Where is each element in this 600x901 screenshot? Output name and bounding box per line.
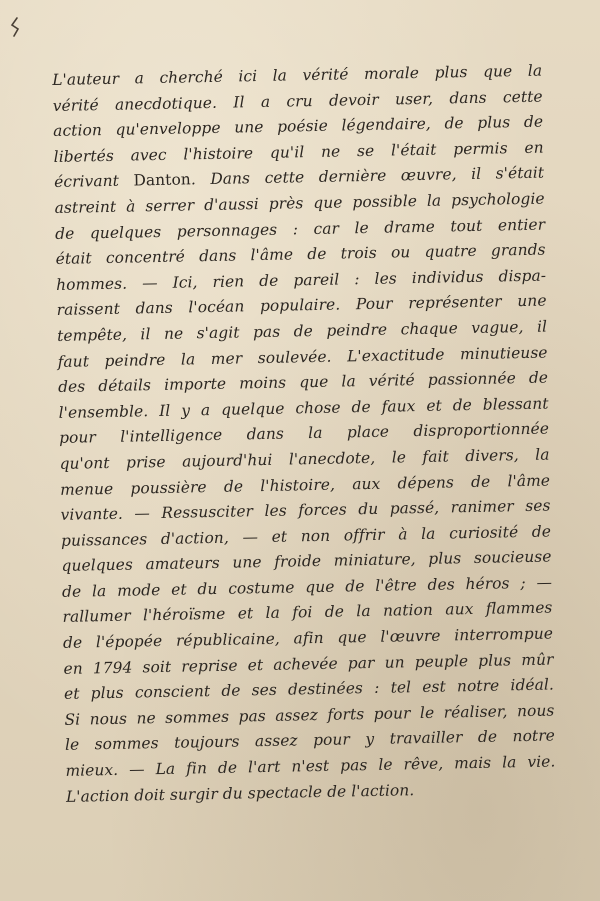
line-text: faut peindre la mer soulevée. L'exactitude minutieuse: [57, 343, 548, 371]
line-text: écrivant: [54, 171, 134, 192]
line-text: L'action doit surgir du spectacle de l'action.: [65, 780, 415, 806]
line-text: pour l'intelligence dans la place disproportionnée: [58, 419, 550, 448]
line-text: hommes. — Ici, rien de pareil : les individus dispa-: [55, 266, 547, 294]
line-text: raissent dans l'océan populaire. Pour représenter une: [56, 291, 547, 320]
line-text: . Dans cette dernière œuvre, il s'était: [190, 163, 545, 189]
line-text: puissances d'action, — et non offrir à la curiosité de: [60, 522, 552, 550]
line-text: libertés avec l'histoire qu'il ne se l'était permis en: [53, 138, 544, 166]
title-roman-text: Danton: [133, 170, 192, 190]
line-text: vivante. — Ressusciter les forces du passé, ranimer ses: [60, 496, 551, 525]
line-text: L'auteur a cherché ici la vérité morale plus que la: [52, 61, 543, 89]
line-text: et plus conscient de ses destinées : tel est notre idéal.: [63, 675, 555, 704]
line-text: était concentré dans l'âme de trois ou quatre grands: [55, 240, 546, 269]
line-text: qu'ont prise aujourd'hui l'anecdote, le fait divers, la: [59, 445, 550, 473]
line-text: vérité anecdotique. Il a cru devoir user, dans cette: [52, 87, 543, 115]
line-text: en 1794 soit reprise et achevée par un peuple plus mûr: [63, 650, 554, 678]
line-text: tempête, il ne s'agit pas de peindre chaque vague, il: [56, 317, 548, 345]
corner-mark-icon: [8, 16, 22, 38]
line-text: de l'épopée républicaine, afin que l'œuvre interrompue: [62, 624, 554, 652]
line-text: le sommes toujours assez pour y travailler de notre: [64, 726, 556, 755]
line-text: menue poussière de l'histoire, aux dépens de l'âme: [59, 471, 551, 499]
preface-paragraph: [52, 59, 556, 810]
line-text: Si nous ne sommes pas assez forts pour le réaliser, nous: [64, 701, 555, 729]
line-text: astreint à serrer d'aussi près que possible la psychologie: [54, 189, 545, 217]
line-text: de la mode et du costume que de l'être des héros ; —: [61, 573, 553, 601]
line-text: action qu'enveloppe une poésie légendaire, de plus de: [53, 112, 544, 141]
line-text: de quelques personnages : car le drame tout entier: [55, 215, 546, 243]
line-text: rallumer l'héroïsme et la foi de la nation aux flammes: [62, 598, 553, 627]
line-text: mieux. — La fin de l'art n'est pas le rêve, mais la vie.: [65, 752, 556, 780]
line-text: des détails importe moins que la vérité passionnée de: [57, 368, 549, 397]
line-text: quelques amateurs une froide miniature, plus soucieuse: [61, 547, 552, 576]
line-text: l'ensemble. Il y a quelque chose de faux et de blessant: [58, 394, 549, 422]
